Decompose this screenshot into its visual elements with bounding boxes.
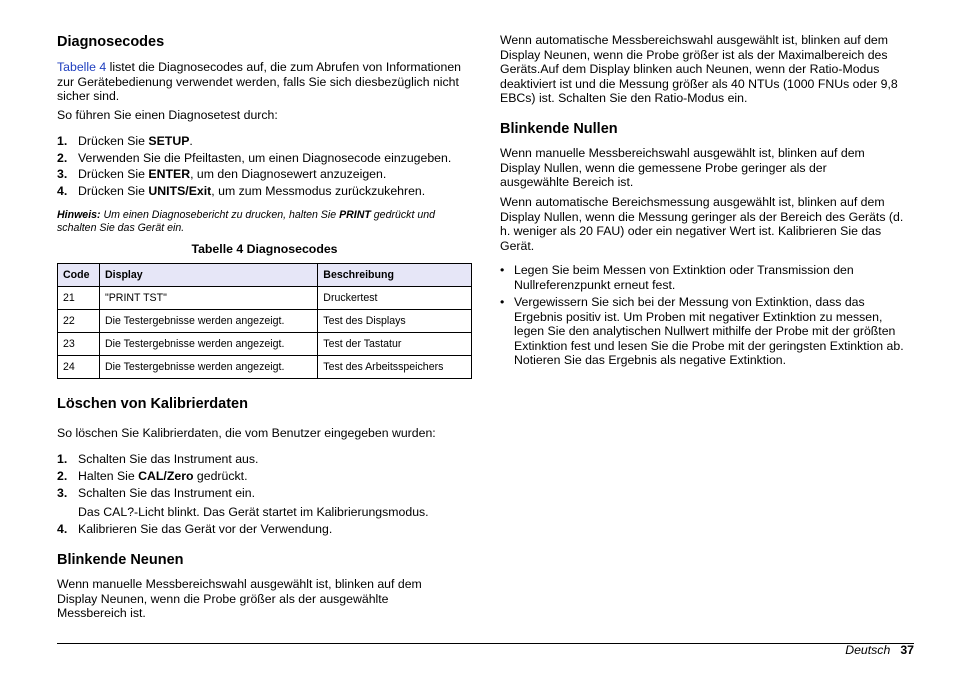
table-row <box>58 333 472 356</box>
heading-loeschen: Löschen von Kalibrierdaten <box>57 396 248 412</box>
table-4-link[interactable]: Tabelle 4 <box>57 60 107 74</box>
table-row <box>58 310 472 333</box>
cell-display: Die Testergebnisse werden angezeigt. <box>99 310 317 333</box>
cell-display: Die Testergebnisse werden angezeigt. <box>99 356 317 379</box>
nines-auto-para: Wenn automatische Messbereichswahl ausgewählt ist, blinken auf dem Display Neunen, wenn die Probe größer ist als der Maximalbereich des Geräts.Auf dem Display blinken auch Neunen, wenn der Ratio-Modus deaktiviert ist und die Messung größer als 40 NTUs (1000 FNUs oder 9,8 EBCs) ist. Schalten Sie den Ratio-Modus ein. <box>500 33 898 105</box>
bullet-dot: • <box>500 295 505 309</box>
diagnose-table <box>57 263 472 379</box>
nines-manual-para: Wenn manuelle Messbereichswahl ausgewählt ist, blinken auf dem Display Neunen, wenn die Probe größer als der ausgewählte Messbereich ist. <box>57 577 422 620</box>
heading-blinkende-neunen: Blinkende Neunen <box>57 552 184 568</box>
diag-note: Hinweis: Um einen Diagnosebericht zu drucken, halten Sie PRINT gedrückt und schalten Sie das Gerät ein. <box>57 209 436 234</box>
heading-diagnosecodes: Diagnosecodes <box>57 34 165 50</box>
cell-code: 22 <box>58 310 100 333</box>
table-header-row <box>58 264 472 287</box>
header-code: Code <box>58 264 100 287</box>
table-row <box>58 287 472 310</box>
diag-intro <box>57 60 462 104</box>
zeros-para-1: Wenn manuelle Messbereichswahl ausgewählt ist, blinken auf dem Display Nullen, wenn die gemessene Probe geringer als der ausgewählte Bereich ist. <box>500 146 865 189</box>
cell-beschreibung: Test des Displays <box>318 310 472 333</box>
cell-beschreibung: Test des Arbeitsspeichers <box>318 356 472 379</box>
zeros-para-2: Wenn automatische Bereichsmessung ausgewählt ist, blinken auf dem Display Nullen, wenn die Messung geringer als der Bereich des Geräts (d. h. weniger als 20 FAU) oder ein negativer Wert ist. Kalibrieren Sie das Gerät. <box>500 195 904 253</box>
footer-language: Deutsch <box>845 643 891 657</box>
diag-intro-text: listet die Diagnosecodes auf, die zum Abrufen von Informationen zur Gerätebedienung verwendet werden, falls Sie sich diesbezüglich nicht sicher sind. <box>57 60 462 103</box>
diag-lead: So führen Sie einen Diagnosetest durch: <box>57 108 278 122</box>
cell-display: Die Testergebnisse werden angezeigt. <box>99 333 317 356</box>
header-beschreibung: Beschreibung <box>318 264 472 287</box>
cell-code: 21 <box>58 287 100 310</box>
cell-beschreibung: Test der Tastatur <box>318 333 472 356</box>
page-footer <box>845 643 914 657</box>
cell-code: 23 <box>58 333 100 356</box>
cell-display: "PRINT TST" <box>99 287 317 310</box>
cal-lead: So löschen Sie Kalibrierdaten, die vom Benutzer eingegeben wurden: <box>57 426 436 440</box>
cell-code: 24 <box>58 356 100 379</box>
footer-divider <box>57 643 914 644</box>
bullet-dot: • <box>500 263 505 277</box>
header-display: Display <box>99 264 317 287</box>
page-number: 37 <box>900 643 914 657</box>
table-caption: Tabelle 4 Diagnosecodes <box>191 242 338 256</box>
cell-beschreibung: Druckertest <box>318 287 472 310</box>
heading-blinkende-nullen: Blinkende Nullen <box>500 121 618 137</box>
table-row <box>58 356 472 379</box>
